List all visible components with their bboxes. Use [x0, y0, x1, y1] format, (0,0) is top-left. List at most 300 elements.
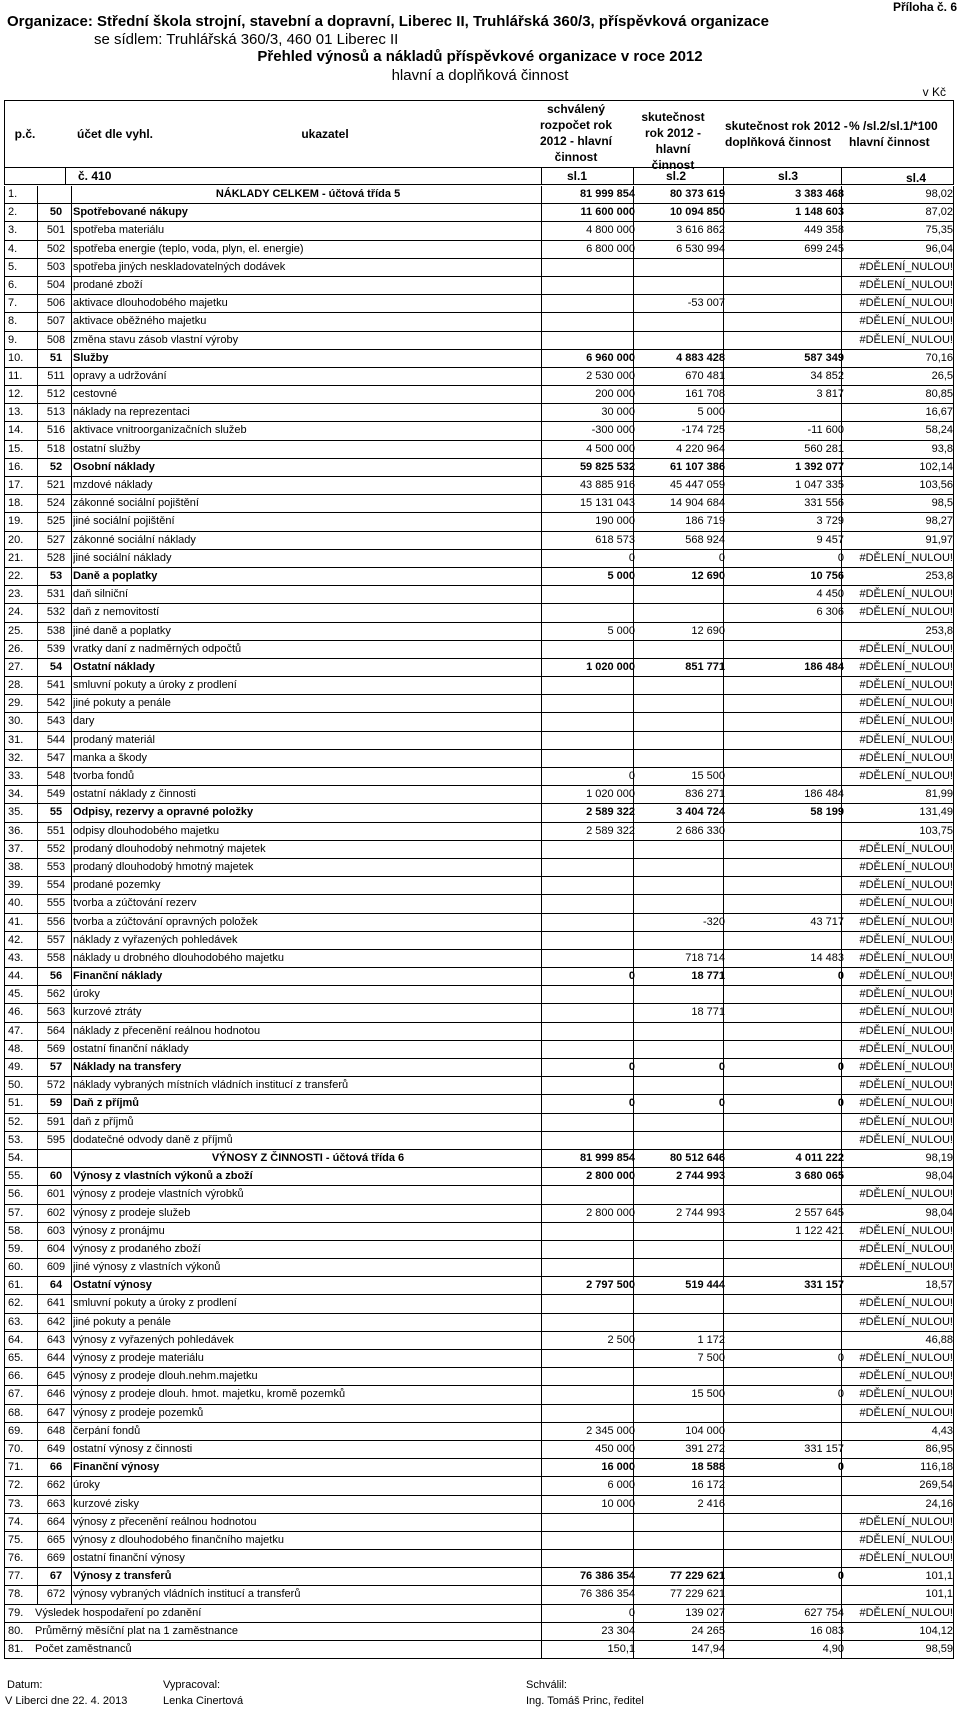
table-row — [4, 1186, 954, 1204]
cell-divider — [71, 1368, 72, 1385]
percent-value: #DĚLENÍ_NULOU! — [859, 988, 953, 1001]
table-row — [4, 1041, 954, 1059]
row-number: 15. — [8, 442, 24, 455]
actual-secondary-value — [725, 641, 844, 658]
cell-divider — [71, 422, 72, 439]
actual-main-value: 147,94 — [691, 1643, 725, 1655]
indicator-name: Počet zaměstnanců — [35, 1643, 132, 1655]
budget-value: 618 573 — [595, 533, 635, 546]
percent-value: 253,8 — [925, 624, 953, 637]
table-row — [4, 604, 954, 622]
cell-divider — [71, 713, 72, 730]
account-number: 662 — [46, 1479, 66, 1492]
budget-value: 150,1 — [607, 1643, 635, 1655]
account-number: 528 — [46, 551, 66, 564]
account-number: 60 — [49, 1170, 63, 1183]
row-number: 29. — [8, 697, 24, 710]
percent-value: #DĚLENÍ_NULOU! — [859, 1042, 953, 1055]
percent-value: 75,35 — [925, 224, 953, 237]
cell-divider — [71, 1095, 72, 1112]
actual-secondary-value — [725, 1550, 844, 1567]
cell-divider — [71, 986, 72, 1003]
table-row — [4, 914, 954, 932]
actual-main-value — [635, 895, 725, 912]
table-row — [4, 386, 954, 404]
account-number: 54 — [49, 660, 63, 673]
actual-secondary-value: 331 157 — [804, 1442, 844, 1455]
indicator-name: výnosy z přecenění reálnou hodnotou — [73, 1515, 257, 1528]
actual-main-value — [635, 859, 725, 876]
account-number: 532 — [46, 606, 66, 619]
row-number: 11. — [8, 369, 23, 382]
indicator-name: výnosy z pronájmu — [73, 1224, 165, 1237]
percent-value: #DĚLENÍ_NULOU! — [859, 1242, 953, 1255]
indicator-name: ostatní náklady z činnosti — [73, 788, 196, 801]
percent-value: #DĚLENÍ_NULOU! — [859, 879, 953, 892]
account-number: 531 — [46, 588, 66, 601]
percent-value: #DĚLENÍ_NULOU! — [859, 1297, 953, 1310]
actual-secondary-value — [725, 1496, 844, 1513]
percent-value: #DĚLENÍ_NULOU! — [859, 733, 953, 746]
table-row — [4, 1405, 954, 1423]
indicator-name: Ostatní náklady — [73, 660, 155, 673]
percent-value: 93,8 — [931, 442, 953, 455]
account-number: 664 — [46, 1515, 66, 1528]
account-number: 549 — [46, 788, 66, 801]
table-row — [4, 1095, 954, 1113]
actual-main-value — [635, 732, 725, 749]
table-row — [4, 1259, 954, 1277]
percent-value: #DĚLENÍ_NULOU! — [859, 551, 953, 564]
indicator-name: výnosy z prodeje vlastních výrobků — [73, 1188, 244, 1201]
budget-value: 0 — [628, 1606, 635, 1619]
percent-value: 98,59 — [925, 1643, 953, 1655]
table-row — [4, 732, 954, 750]
actual-secondary-value — [725, 1514, 844, 1531]
percent-value: 80,85 — [925, 388, 953, 401]
budget-value — [545, 1532, 635, 1549]
indicator-name: jiné výnosy z vlastních výkonů — [73, 1261, 221, 1274]
budget-value — [545, 1386, 635, 1403]
subheader-divider — [723, 168, 724, 184]
subheader-divider — [65, 168, 66, 184]
row-number: 37. — [8, 842, 24, 855]
column-header-pc: p.č. — [14, 127, 36, 141]
actual-secondary-value — [725, 695, 844, 712]
account-number: 502 — [46, 242, 66, 255]
indicator-name: Odpisy, rezervy a opravné položky — [73, 806, 254, 819]
row-number: 25. — [8, 624, 24, 637]
account-number: 66 — [49, 1461, 63, 1474]
actual-main-value: 45 447 059 — [669, 479, 725, 491]
indicator-name: jiné pokuty a penále — [73, 697, 171, 710]
account-number: 551 — [46, 824, 66, 837]
actual-main-value: -320 — [702, 915, 725, 928]
column-header-percent: % /sl.2/sl.1/*100 hlavní činnost — [849, 119, 938, 149]
row-number: 27. — [8, 660, 24, 673]
table-row — [4, 568, 954, 586]
actual-secondary-value — [725, 986, 844, 1003]
actual-main-value: 104 000 — [685, 1424, 725, 1437]
account-number: 645 — [46, 1370, 66, 1383]
actual-main-value: 15 500 — [691, 770, 725, 782]
actual-secondary-value — [725, 259, 844, 276]
table-row — [4, 968, 954, 986]
cell-divider — [71, 222, 72, 239]
actual-main-value — [635, 1077, 725, 1094]
percent-value: #DĚLENÍ_NULOU! — [859, 860, 953, 873]
cell-divider — [71, 1386, 72, 1403]
table-row — [4, 1241, 954, 1259]
account-number: 647 — [46, 1406, 66, 1419]
row-number: 43. — [8, 951, 24, 964]
account-number: 642 — [46, 1315, 66, 1328]
actual-main-value — [635, 1314, 725, 1331]
percent-value: 104,12 — [919, 1624, 953, 1637]
cell-divider — [71, 313, 72, 330]
table-row — [4, 513, 954, 531]
cell-divider — [71, 914, 72, 931]
indicator-name: Finanční výnosy — [73, 1461, 160, 1474]
row-number: 23. — [8, 588, 24, 601]
table-row — [4, 1605, 954, 1623]
indicator-name: Výnosy z vlastních výkonů a zboží — [73, 1170, 253, 1183]
actual-secondary-value: 4,90 — [822, 1643, 844, 1655]
account-number: 516 — [46, 424, 66, 437]
actual-main-value — [635, 986, 725, 1003]
actual-secondary-value: 4 011 222 — [795, 1151, 844, 1164]
table-row — [4, 1496, 954, 1514]
table-row — [4, 586, 954, 604]
indicator-name: spotřeba energie (teplo, voda, plyn, el. energie) — [73, 242, 304, 255]
attachment-label: Příloha č. 6 — [892, 0, 957, 14]
indicator-name: Daně a poplatky — [73, 569, 158, 582]
row-number: 19. — [8, 515, 24, 528]
cell-divider — [71, 895, 72, 912]
actual-main-value: 2 744 993 — [676, 1170, 725, 1183]
indicator-name: aktivace vnitroorganizačních služeb — [73, 424, 247, 437]
actual-secondary-value: 0 — [837, 1352, 844, 1364]
percent-value: #DĚLENÍ_NULOU! — [859, 1406, 953, 1419]
budget-value — [545, 841, 635, 858]
percent-value: #DĚLENÍ_NULOU! — [859, 1188, 953, 1201]
account-number: 524 — [46, 497, 66, 510]
indicator-name: daň silniční — [73, 588, 129, 601]
actual-main-value — [635, 695, 725, 712]
percent-value: 58,24 — [925, 424, 953, 437]
budget-value: 11 600 000 — [580, 206, 635, 219]
percent-value: #DĚLENÍ_NULOU! — [859, 1024, 953, 1037]
table-row — [4, 295, 954, 313]
account-number: 553 — [46, 860, 66, 873]
indicator-name: výnosy z prodaného zboží — [73, 1242, 201, 1255]
percent-value: 269,54 — [919, 1479, 953, 1492]
indicator-name: jiné pokuty a penále — [73, 1315, 171, 1328]
percent-value: #DĚLENÍ_NULOU! — [859, 1352, 953, 1364]
indicator-name: prodaný dlouhodobý nehmotný majetek — [73, 842, 266, 855]
actual-secondary-value: 186 484 — [804, 660, 844, 673]
actual-main-value: 0 — [718, 1061, 725, 1073]
row-number: 63. — [8, 1315, 24, 1328]
table-row — [4, 1586, 954, 1604]
cell-divider — [71, 241, 72, 258]
actual-secondary-value — [725, 859, 844, 876]
row-number: 57. — [8, 1206, 24, 1219]
budget-value: 450 000 — [595, 1442, 635, 1455]
actual-secondary-value: 3 729 — [816, 515, 844, 528]
row-number: 10. — [8, 351, 24, 364]
table-row — [4, 1168, 954, 1186]
row-number: 36. — [8, 824, 24, 837]
account-number — [41, 186, 71, 203]
indicator-name: Osobní náklady — [73, 460, 155, 473]
table-row — [4, 1114, 954, 1132]
row-number: 41. — [8, 915, 24, 928]
cell-divider — [71, 841, 72, 858]
account-number: 665 — [46, 1533, 66, 1546]
table-row — [4, 1641, 954, 1659]
account-number: 544 — [46, 733, 66, 746]
percent-value: #DĚLENÍ_NULOU! — [859, 770, 953, 782]
account-number: 604 — [46, 1242, 66, 1255]
table-row — [4, 1368, 954, 1386]
actual-secondary-value: 627 754 — [804, 1606, 844, 1619]
cell-divider — [71, 641, 72, 658]
cell-divider — [71, 1459, 72, 1476]
budget-value: 5 000 — [607, 569, 635, 582]
row-number: 21. — [8, 551, 24, 564]
account-number: 511 — [47, 369, 65, 382]
indicator-name: výnosy z dlouhodobého finančního majetku — [73, 1533, 284, 1546]
account-number: 558 — [46, 951, 66, 964]
table-row — [4, 1077, 954, 1095]
actual-main-value: 12 690 — [691, 624, 725, 637]
indicator-name: mzdové náklady — [73, 479, 153, 491]
actual-main-value — [635, 1241, 725, 1258]
cell-divider — [71, 532, 72, 549]
cell-divider — [71, 750, 72, 767]
actual-main-value — [635, 1405, 725, 1422]
account-number: 563 — [46, 1006, 66, 1019]
indicator-name: dodatečné odvody daně z příjmů — [73, 1133, 233, 1146]
table-row — [4, 1277, 954, 1295]
cell-divider — [71, 932, 72, 949]
actual-secondary-value: 10 756 — [810, 569, 844, 582]
actual-secondary-value — [725, 841, 844, 858]
actual-secondary-value: 3 817 — [816, 388, 844, 401]
actual-main-value — [635, 841, 725, 858]
account-number: 521 — [46, 479, 66, 491]
actual-secondary-value: -11 600 — [807, 424, 844, 437]
table-row — [4, 459, 954, 477]
actual-main-value: 80 373 619 — [669, 188, 725, 200]
indicator-name: Průměrný měsíční plat na 1 zaměstnance — [35, 1624, 238, 1637]
account-number: 569 — [46, 1042, 66, 1055]
percent-value: #DĚLENÍ_NULOU! — [859, 679, 953, 692]
table-subheader — [4, 168, 954, 185]
budget-value — [545, 604, 635, 621]
percent-value: 96,04 — [925, 242, 953, 255]
actual-secondary-value: 16 083 — [810, 1624, 844, 1637]
account-number: 55 — [49, 806, 63, 819]
cell-divider — [71, 1532, 72, 1549]
actual-main-value: 3 616 862 — [676, 224, 725, 237]
budget-value — [545, 1295, 635, 1312]
actual-secondary-value — [725, 313, 844, 330]
budget-value: 43 885 916 — [579, 479, 635, 491]
row-number: 59. — [8, 1242, 24, 1255]
indicator-name: výnosy z prodeje materiálu — [73, 1352, 204, 1364]
row-number: 80. — [8, 1624, 24, 1637]
actual-main-value — [635, 1041, 725, 1058]
table-row — [4, 659, 954, 677]
actual-secondary-value — [725, 1586, 844, 1603]
row-number: 2. — [8, 206, 18, 219]
account-number: 538 — [46, 624, 66, 637]
table-row — [4, 404, 954, 422]
row-number: 13. — [8, 406, 24, 419]
budget-value: 0 — [628, 1097, 635, 1110]
actual-secondary-value: 186 484 — [804, 788, 844, 801]
indicator-name: výnosy z prodeje dlouh.nehm.majetku — [73, 1370, 258, 1383]
row-number: 62. — [8, 1297, 24, 1310]
percent-value: #DĚLENÍ_NULOU! — [859, 951, 953, 964]
budget-value: 0 — [628, 551, 635, 564]
actual-secondary-value: 0 — [837, 1461, 844, 1474]
indicator-name: jiné daně a poplatky — [73, 624, 171, 637]
budget-value: 0 — [628, 770, 635, 782]
table-row — [4, 204, 954, 222]
budget-value — [545, 932, 635, 949]
percent-value: 46,88 — [925, 1333, 953, 1346]
table-row — [4, 332, 954, 350]
cell-divider — [71, 1332, 72, 1349]
account-number: 57 — [49, 1061, 63, 1073]
budget-value: 76 386 354 — [579, 1570, 635, 1583]
indicator-name: smluvní pokuty a úroky z prodlení — [73, 679, 237, 692]
budget-value: 2 800 000 — [586, 1170, 635, 1183]
account-number: 572 — [46, 1079, 66, 1092]
cell-divider — [71, 1550, 72, 1567]
table-row — [4, 932, 954, 950]
date-value: V Liberci dne 22. 4. 2013 — [5, 1695, 128, 1707]
budget-value — [545, 277, 635, 294]
actual-main-value: 3 404 724 — [676, 806, 725, 819]
cell-divider — [71, 1132, 72, 1149]
account-number: 648 — [46, 1424, 66, 1437]
row-number: 74. — [8, 1515, 24, 1528]
budget-value — [545, 713, 635, 730]
budget-value: 2 345 000 — [586, 1424, 635, 1437]
row-number: 51. — [8, 1097, 24, 1110]
row-number: 45. — [8, 988, 24, 1001]
row-number: 61. — [8, 1279, 24, 1292]
table-row — [4, 1423, 954, 1441]
account-number: 663 — [46, 1497, 66, 1510]
actual-secondary-value — [725, 1114, 844, 1131]
row-number: 39. — [8, 879, 24, 892]
row-number: 8. — [8, 315, 18, 328]
indicator-name: prodané zboží — [73, 278, 143, 291]
actual-main-value: 2 686 330 — [676, 824, 725, 837]
budget-value: 6 000 — [607, 1479, 635, 1492]
cell-divider — [71, 1241, 72, 1258]
percent-value: #DĚLENÍ_NULOU! — [859, 697, 953, 710]
actual-main-value: 186 719 — [685, 515, 725, 528]
actual-main-value: 670 481 — [685, 369, 725, 382]
actual-main-value: 24 265 — [691, 1624, 725, 1637]
row-number: 4. — [8, 242, 18, 255]
budget-value — [545, 1186, 635, 1203]
budget-value: 6 960 000 — [586, 351, 635, 364]
indicator-name: cestovné — [73, 388, 118, 401]
budget-value: -300 000 — [591, 424, 635, 437]
cell-divider — [71, 1314, 72, 1331]
actual-secondary-value: 43 717 — [810, 915, 844, 928]
actual-secondary-value — [725, 277, 844, 294]
cell-divider — [71, 786, 72, 803]
indicator-name: změna stavu zásob vlastní výroby — [73, 333, 239, 346]
account-number: 564 — [46, 1024, 66, 1037]
cell-divider — [71, 732, 72, 749]
table-row — [4, 1205, 954, 1223]
percent-value: #DĚLENÍ_NULOU! — [859, 751, 953, 764]
actual-main-value: 161 708 — [685, 388, 725, 401]
cell-divider — [71, 768, 72, 785]
table-row — [4, 1295, 954, 1313]
actual-main-value: -53 007 — [687, 297, 725, 310]
budget-value: 16 000 — [601, 1461, 635, 1474]
cell-divider — [71, 404, 72, 421]
percent-value: #DĚLENÍ_NULOU! — [859, 588, 953, 601]
account-number: 641 — [46, 1297, 66, 1310]
percent-value: #DĚLENÍ_NULOU! — [859, 642, 953, 655]
row-number: 54. — [8, 1151, 24, 1164]
account-number: 672 — [46, 1588, 66, 1601]
table-row — [4, 241, 954, 259]
row-number: 22. — [8, 569, 24, 582]
actual-secondary-value: 4 450 — [816, 588, 844, 601]
percent-value: #DĚLENÍ_NULOU! — [859, 260, 953, 273]
actual-main-value: 2 416 — [697, 1497, 725, 1510]
budget-value: 0 — [628, 970, 635, 983]
cell-divider — [71, 695, 72, 712]
actual-secondary-value — [725, 1423, 844, 1440]
cell-divider — [71, 459, 72, 476]
table-row — [4, 1132, 954, 1150]
row-number: 53. — [8, 1133, 24, 1146]
budget-value: 5 000 — [607, 624, 635, 637]
actual-secondary-value — [725, 750, 844, 767]
percent-value: #DĚLENÍ_NULOU! — [859, 660, 953, 673]
budget-value — [545, 677, 635, 694]
actual-main-value: 519 444 — [685, 1279, 725, 1292]
cell-divider — [71, 495, 72, 512]
actual-secondary-value: 58 199 — [810, 806, 844, 819]
percent-value: 98,27 — [925, 515, 953, 528]
cell-divider — [71, 1423, 72, 1440]
percent-value: 91,97 — [925, 533, 953, 546]
table-row — [4, 877, 954, 895]
account-number: 504 — [46, 278, 66, 291]
actual-main-value: 0 — [718, 1097, 725, 1110]
indicator-name: Finanční náklady — [73, 970, 163, 983]
actual-secondary-value: 1 047 335 — [795, 479, 844, 491]
table-row — [4, 277, 954, 295]
actual-secondary-value — [725, 932, 844, 949]
account-number: 506 — [46, 297, 66, 310]
indicator-name: ostatní výnosy z činnosti — [73, 1442, 193, 1455]
